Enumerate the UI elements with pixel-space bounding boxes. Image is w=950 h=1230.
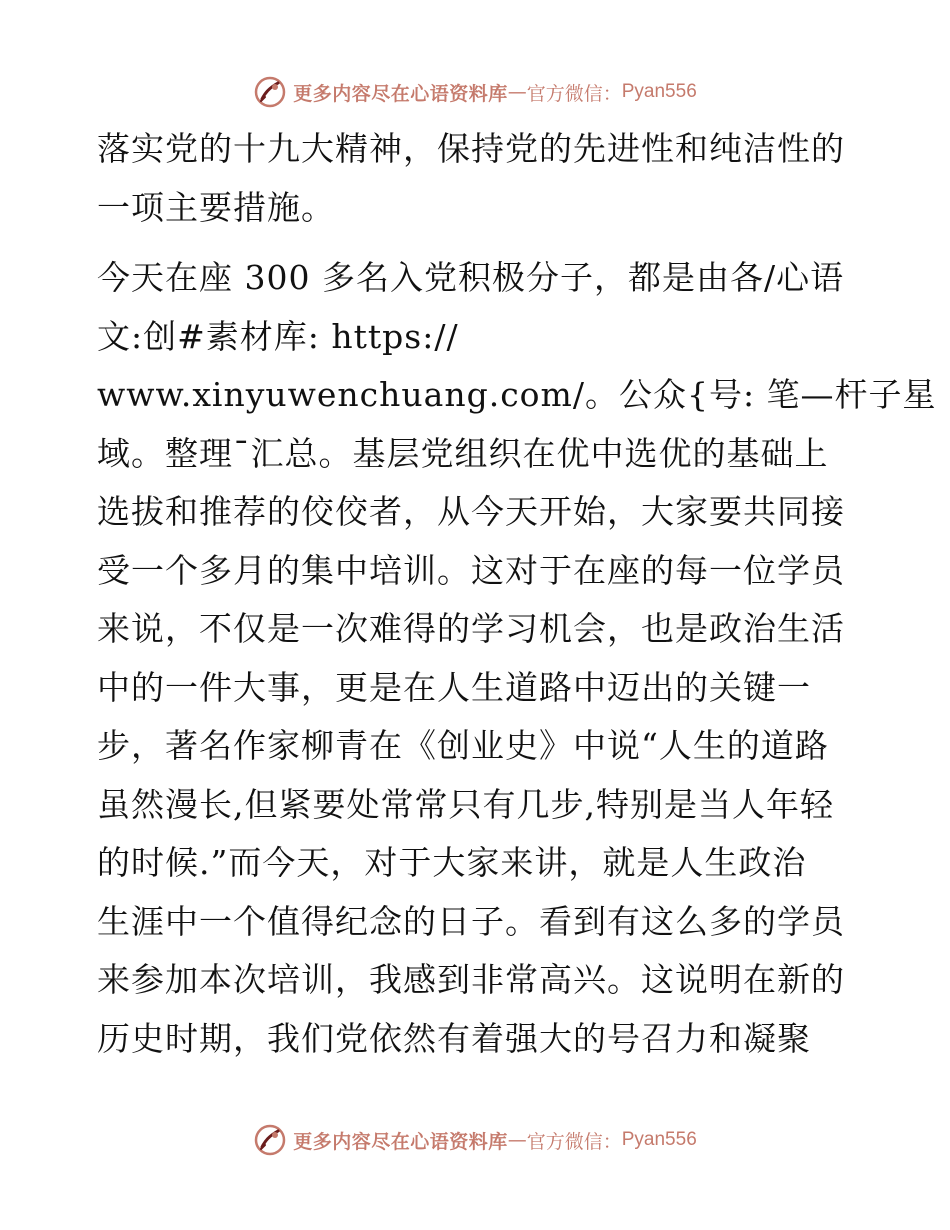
footer-watermark: [0, 1118, 950, 1162]
text-line: 步，著名作家柳青在《创业史》中说“人生的道路: [97, 726, 829, 765]
header-wechat-id: Pyan556: [621, 81, 697, 102]
writing-hand-logo-icon: [253, 75, 287, 109]
text-line: 历史时期，我们党依然有着强大的号召力和凝聚: [97, 1018, 811, 1058]
text-line: 文:创#素材库: https://: [97, 316, 459, 356]
header-site-name: 更多内容尽在心语资料库: [293, 82, 508, 105]
paragraph-1: [97, 120, 857, 237]
text-line: 来说，不仅是一次难得的学习机会，也是政治生活: [97, 609, 845, 648]
header-wechat-label: 官方微信：: [526, 82, 622, 105]
text-line: 落实党的十九大精神，保持党的先进性和纯洁性的: [97, 129, 845, 168]
text-line: 来参加本次培训，我感到非常高兴。这说明在新的: [97, 960, 845, 999]
footer-site-name: 更多内容尽在心语资料库: [293, 1130, 508, 1153]
text-line: www.xinyuwenchuang.com/。公众{号: 笔—杆子星: [97, 375, 937, 414]
text-line: 选拔和推荐的佼佼者，从今天开始，大家要共同接: [97, 492, 845, 531]
text-line: 虽然漫长,但紧要处常常只有几步,特别是当人年轻: [97, 784, 834, 824]
header-separator: —: [507, 81, 527, 103]
text-line: 一项主要措施。: [97, 187, 335, 227]
header-watermark: [0, 70, 950, 114]
text-line: 生涯中一个值得纪念的日子。看到有这么多的学员: [97, 901, 845, 941]
paragraph-2: [97, 249, 937, 1068]
document-body: [97, 120, 937, 1068]
writing-hand-logo-icon: [253, 1123, 287, 1157]
footer-wechat-label: 官方微信：: [526, 1130, 622, 1153]
text-line: 受一个多月的集中培训。这对于在座的每一位学员: [97, 550, 845, 590]
footer-wechat-id: Pyan556: [621, 1129, 697, 1150]
text-line: 域。整理¯汇总。基层党组织在优中选优的基础上: [97, 433, 829, 473]
footer-separator: —: [507, 1129, 527, 1151]
text-line: 今天在座 300 多名入党积极分子，都是由各/心语: [97, 258, 845, 297]
text-line: 中的一件大事，更是在人生道路中迈出的关键一: [97, 667, 811, 707]
text-line: 的时候.”而今天，对于大家来讲，就是人生政治: [97, 843, 807, 882]
